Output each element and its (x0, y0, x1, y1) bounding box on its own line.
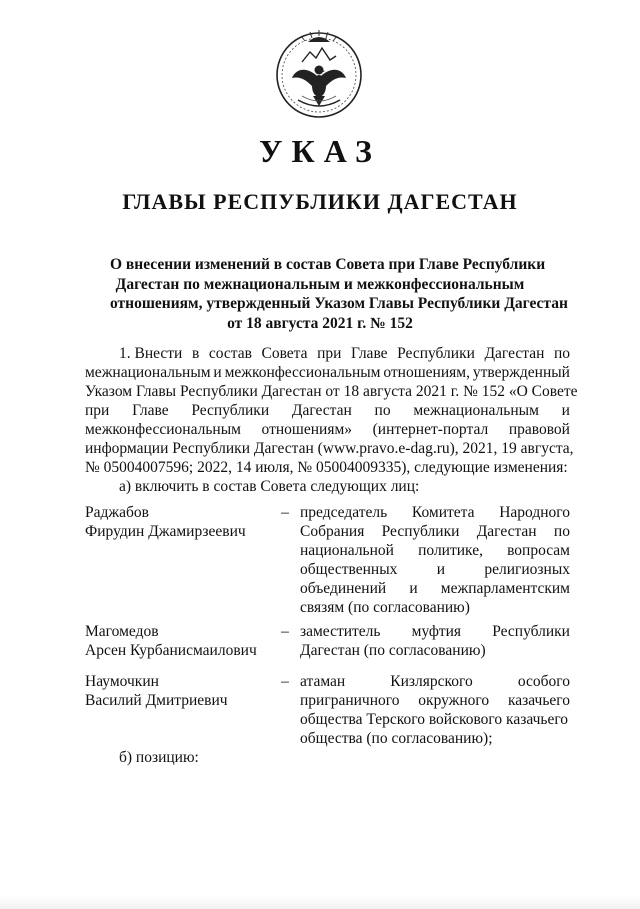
decree-heading (110, 255, 568, 333)
word: и (561, 402, 570, 419)
role-line (300, 672, 570, 691)
word: заместитель (300, 623, 381, 640)
role-line (300, 710, 570, 729)
word: отношениям, (383, 364, 470, 381)
paragraph-line (85, 401, 570, 420)
word: межнациональным (85, 364, 211, 381)
word: общества (по согласованию); (300, 730, 493, 747)
word: отношениям» (261, 421, 353, 438)
heading-line: от 18 августа 2021 г. № 152 (227, 314, 413, 332)
word: Республики (381, 523, 460, 540)
role-line (300, 503, 570, 522)
word: общественных (300, 561, 398, 578)
member-given-names: Арсен Курбанисмаилович (85, 642, 257, 659)
member-role (300, 672, 570, 748)
decree-title: УКАЗ (259, 133, 381, 169)
word: межконфессиональным (85, 421, 241, 438)
word: и (436, 561, 445, 578)
word: политике, (418, 542, 483, 559)
word: религиозных (484, 561, 570, 578)
word: Главе (132, 402, 169, 419)
role-line (300, 691, 570, 710)
entry-dash: – (281, 623, 289, 640)
word: утвержденный (472, 364, 570, 381)
word: национальной (300, 542, 394, 559)
member-role (300, 622, 570, 660)
decree-issuer: ГЛАВЫ РЕСПУБЛИКИ ДАГЕСТАН (122, 189, 518, 214)
word: Указом Главы Республики Дагестан от 18 августа 2021 г. № 152 «О Совете (85, 383, 578, 400)
word: муфтия (411, 623, 462, 640)
word: межпарламентским (440, 580, 570, 597)
paragraph-line (85, 382, 578, 401)
word: Кизлярского (390, 673, 473, 690)
member-surname: Наумочкин (85, 673, 159, 690)
word: 1. Внести (119, 345, 183, 362)
word: Совета (261, 345, 308, 362)
word: № 05004007596; 2022, 14 июля, № 05004009335), следующие изменения: (85, 459, 568, 476)
word: объединений (300, 580, 387, 597)
entry-dash: – (281, 504, 289, 521)
word: Собрания (300, 523, 365, 540)
word: вопросам (507, 542, 570, 559)
position-label: б) позицию: (119, 749, 199, 766)
role-line (300, 560, 570, 579)
word: а) включить в состав Совета следующих лиц: (119, 478, 420, 495)
word: Республики (397, 345, 475, 362)
word: межконфессиональным (224, 364, 381, 381)
dagestan-coat-of-arms-icon (272, 26, 366, 120)
word: Дагестан (484, 345, 545, 362)
word: казачьего (507, 692, 570, 709)
word: (интернет-портал (372, 421, 489, 438)
paragraph-line (85, 458, 570, 477)
paragraph-line (85, 477, 570, 496)
word: по (374, 402, 391, 419)
word: Дагестан (по согласованию) (300, 642, 486, 659)
word: правовой (508, 421, 570, 438)
role-line (300, 579, 570, 598)
word: общества Терского войскового казачьего (300, 711, 569, 728)
paragraph-line (85, 363, 570, 382)
role-line (300, 622, 570, 641)
scan-edge (0, 895, 640, 909)
word: председатель (300, 504, 388, 521)
word: межнациональным (413, 402, 539, 419)
paragraph-line (85, 420, 570, 439)
member-surname: Магомедов (85, 623, 159, 640)
paragraph-1 (85, 344, 578, 496)
role-line (300, 729, 570, 748)
heading-line: Дагестан по межнациональным и межконфессиональным (115, 275, 525, 293)
paragraph-line (85, 439, 574, 458)
word: особого (517, 673, 570, 690)
word: по (553, 345, 570, 362)
word: информации Республики Дагестан (www.pravo.e-dag.ru), 2021, 19 августа, (85, 440, 574, 457)
word: связям (по согласованию) (300, 599, 470, 616)
member-surname: Раджабов (85, 504, 149, 521)
word: Республики (492, 623, 570, 640)
word: в (191, 345, 200, 362)
heading-line: О внесении изменений в состав Совета при Главе Республики (110, 256, 546, 273)
word: Дагестан (291, 402, 352, 419)
role-line (300, 598, 570, 617)
member-role (300, 503, 570, 617)
role-line (300, 541, 570, 560)
word: приграничного (300, 692, 400, 709)
role-line (300, 641, 570, 660)
word: Главе (351, 345, 388, 362)
word: и (409, 580, 418, 597)
word: по (553, 523, 570, 540)
heading-line: отношениям, утвержденный Указом Главы Республики Дагестан (110, 295, 568, 312)
member-given-names: Фирудин Джамирзеевич (85, 523, 246, 540)
paragraph-line (85, 344, 570, 363)
word: Народного (499, 504, 570, 521)
word: и (213, 364, 222, 381)
word: состав (208, 345, 252, 362)
member-name (85, 503, 275, 541)
word: атаман (300, 673, 346, 690)
word: Дагестан (476, 523, 537, 540)
entry-dash: – (281, 673, 289, 690)
word: Республики (191, 402, 270, 419)
role-line (300, 522, 570, 541)
word: при (317, 345, 342, 362)
word: при (85, 402, 110, 419)
member-given-names: Василий Дмитриевич (85, 692, 228, 709)
member-name (85, 622, 275, 660)
word: окружного (418, 692, 490, 709)
word: Комитета (411, 504, 475, 521)
member-name (85, 672, 275, 710)
